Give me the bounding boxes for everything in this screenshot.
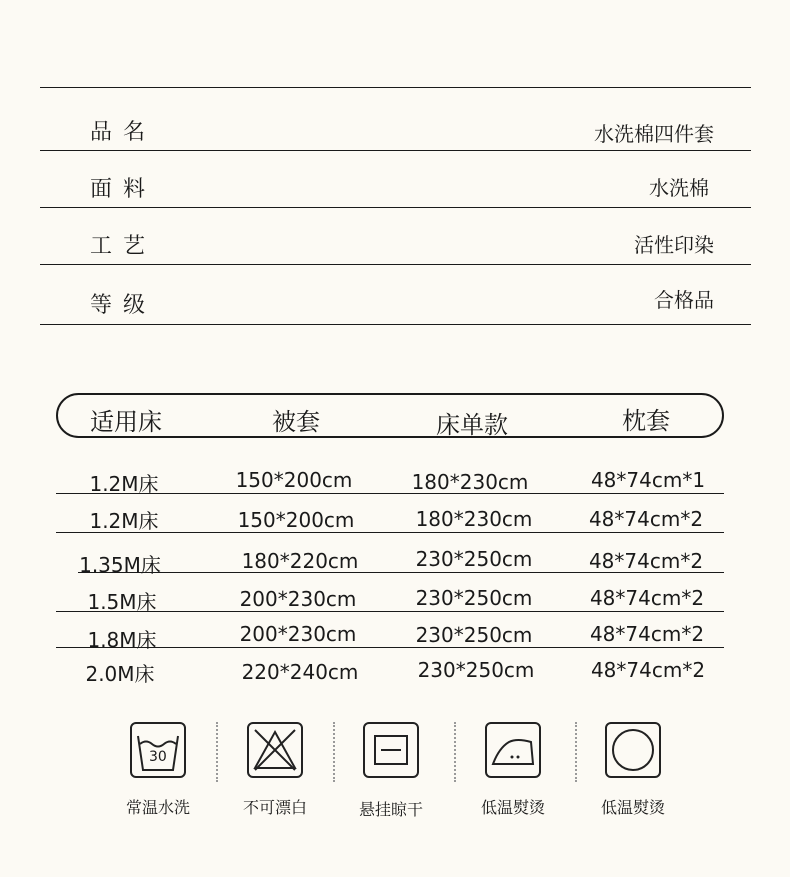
header-duvet: 被套 xyxy=(272,408,320,436)
care-label: 常温水洗 xyxy=(125,798,190,817)
spec-value: 合格品 xyxy=(654,288,714,312)
cell-duvet: 150*200cm xyxy=(237,508,355,532)
cell-sheet: 180*230cm xyxy=(415,507,533,531)
size-row xyxy=(56,458,724,494)
cell-duvet: 200*230cm xyxy=(239,587,357,611)
spec-label: 等级 xyxy=(90,293,157,318)
divider xyxy=(333,722,335,782)
size-row xyxy=(56,576,724,612)
cell-duvet: 180*220cm xyxy=(241,549,359,573)
low-iron-icon xyxy=(485,722,541,778)
spec-row xyxy=(40,207,751,264)
divider xyxy=(575,722,577,782)
cell-duvet: 220*240cm xyxy=(241,660,359,684)
cell-pillow: 48*74cm*2 xyxy=(590,658,706,682)
cell-sheet: 180*230cm xyxy=(411,470,529,494)
hang-dry-icon xyxy=(363,722,419,778)
header-bed: 适用床 xyxy=(90,408,162,436)
cell-bed: 1.8M床 xyxy=(87,628,157,652)
cell-pillow: 48*74cm*2 xyxy=(588,549,704,573)
care-item-wash xyxy=(113,722,203,818)
cell-bed: 1.2M床 xyxy=(89,472,159,496)
cell-pillow: 48*74cm*2 xyxy=(589,586,705,610)
spec-value: 活性印染 xyxy=(634,233,714,257)
spec-row xyxy=(40,150,751,207)
cell-pillow: 48*74cm*1 xyxy=(590,468,706,492)
care-label: 低温熨烫 xyxy=(480,798,545,817)
spec-value: 水洗棉 xyxy=(649,176,709,200)
cell-duvet: 200*230cm xyxy=(239,622,357,646)
cell-sheet: 230*250cm xyxy=(417,658,535,682)
cell-sheet: 230*250cm xyxy=(415,623,533,647)
dry-clean-icon xyxy=(605,722,661,778)
divider xyxy=(454,722,456,782)
header-sheet: 床单款 xyxy=(436,411,508,439)
size-table-header xyxy=(56,393,724,438)
care-label: 不可漂白 xyxy=(242,798,307,817)
cell-pillow: 48*74cm*2 xyxy=(589,622,705,646)
cell-bed: 2.0M床 xyxy=(85,662,155,686)
spec-label: 品名 xyxy=(90,120,157,145)
cell-sheet: 230*250cm xyxy=(415,547,533,571)
cell-duvet: 150*200cm xyxy=(235,468,353,492)
wash-temp: 30 xyxy=(149,749,167,765)
spec-table xyxy=(40,87,751,324)
care-item-iron xyxy=(468,722,558,818)
care-label: 悬挂晾干 xyxy=(358,800,423,819)
care-item-dry xyxy=(346,722,436,820)
spec-label: 工艺 xyxy=(90,234,157,259)
wash-30-icon xyxy=(130,722,186,778)
divider xyxy=(216,722,218,782)
spec-row xyxy=(40,264,751,324)
spec-row xyxy=(40,87,751,150)
cell-bed: 1.5M床 xyxy=(87,590,157,614)
size-row xyxy=(56,648,724,684)
size-row xyxy=(78,537,724,577)
care-item-dryclean xyxy=(588,722,678,818)
cell-bed: 1.35M床 xyxy=(79,553,161,577)
spec-label: 面料 xyxy=(90,177,157,202)
header-pillow: 枕套 xyxy=(622,407,670,435)
cell-sheet: 230*250cm xyxy=(415,586,533,610)
cell-bed: 1.2M床 xyxy=(89,509,159,533)
cell-pillow: 48*74cm*2 xyxy=(588,507,704,531)
no-bleach-icon xyxy=(247,722,303,778)
size-row xyxy=(56,497,724,533)
spec-value: 水洗棉四件套 xyxy=(594,122,714,146)
care-label: 低温熨烫 xyxy=(600,798,665,817)
care-item-bleach xyxy=(230,722,320,818)
size-row xyxy=(56,612,724,652)
